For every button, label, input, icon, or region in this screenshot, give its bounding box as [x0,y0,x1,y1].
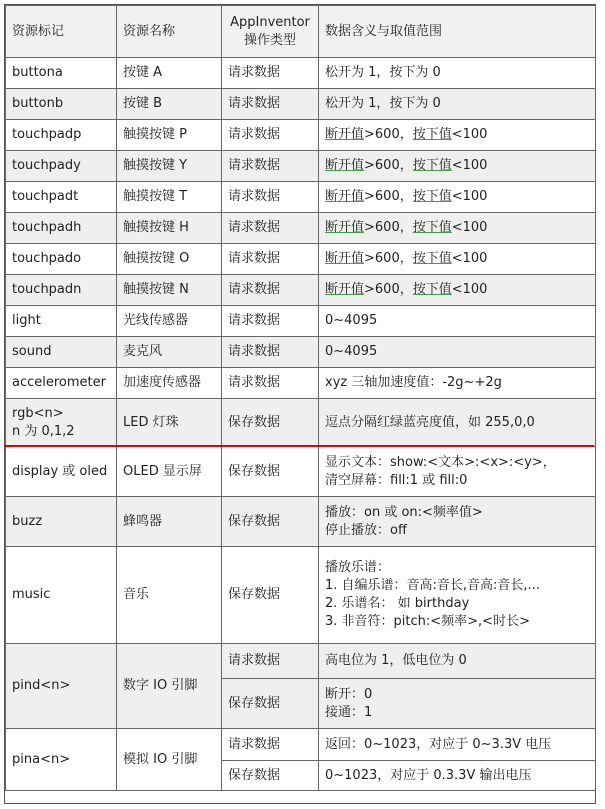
cell-meaning: 高电位为 1，低电位为 0 [319,644,596,679]
meaning-part: 按下值 [412,220,452,235]
cell-meaning: 逗点分隔红绿蓝亮度值，如 255,0,0 [319,399,596,447]
cell-meaning: 播放：on 或 on:<频率值> 停止播放：off [319,497,596,547]
table-row-touchpadn [6,275,596,306]
meaning-part: <100 [451,282,488,297]
table-row-touchpady [6,151,596,182]
meaning-part: >600， [364,127,413,142]
meaning-part: <100 [451,251,488,266]
meaning-part: 按下值 [412,251,452,266]
cell-op: 请求数据 [222,275,319,306]
table-row-buttona [6,58,596,89]
cell-meaning: 0~4095 [319,306,596,337]
header-meaning-range: 数据含义与取值范围 [319,6,596,58]
meaning-part: 断开值 [325,127,365,142]
cell-mark: touchpady [6,151,117,182]
table-row-pind [6,644,596,679]
table-row-sound [6,337,596,368]
cell-mark: buttonb [6,89,117,120]
meaning-part: 断开值 [325,189,365,204]
cell-meaning [319,244,596,275]
cell-meaning [319,151,596,182]
resource-table [5,5,596,791]
cell-name: 麦克风 [117,337,222,368]
cell-op: 请求数据 [222,58,319,89]
cell-mark: display 或 oled [6,447,117,497]
cell-name: 按键 B [117,89,222,120]
table-row-accelerometer [6,368,596,399]
cell-name: 按键 A [117,58,222,89]
cell-mark: touchpado [6,244,117,275]
cell-op: 请求数据 [222,120,319,151]
meaning-part: 断开值 [325,282,365,297]
cell-mark: touchpadp [6,120,117,151]
meaning-part: <100 [451,220,488,235]
table-row-touchpado [6,244,596,275]
cell-mark: touchpadh [6,213,117,244]
meaning-part: 断开值 [325,251,365,266]
cell-name: 触摸按键 P [117,120,222,151]
cell-name: 数字 IO 引脚 [117,644,222,729]
cell-meaning: 返回：0~1023，对应于 0~3.3V 电压 [319,729,596,761]
cell-op: 保存数据 [222,497,319,547]
cell-meaning: 断开：0 接通：1 [319,679,596,729]
cell-name: 触摸按键 O [117,244,222,275]
cell-name: 模拟 IO 引脚 [117,729,222,791]
cell-name: 触摸按键 H [117,213,222,244]
meaning-part: >600， [364,251,413,266]
cell-name: LED 灯珠 [117,399,222,447]
cell-mark: buttona [6,58,117,89]
cell-op: 保存数据 [222,547,319,644]
header-resource-mark: 资源标记 [6,6,117,58]
cell-name: 音乐 [117,547,222,644]
cell-op: 保存数据 [222,399,319,447]
cell-mark: light [6,306,117,337]
table-row-buttonb [6,89,596,120]
cell-name: OLED 显示屏 [117,447,222,497]
meaning-part: 按下值 [412,158,452,173]
meaning-part: 断开值 [325,220,365,235]
table-row-light [6,306,596,337]
red-divider-line [4,445,594,447]
meaning-part: 按下值 [412,282,452,297]
cell-meaning: xyz 三轴加速度值：-2g~+2g [319,368,596,399]
cell-meaning: 松开为 1，按下为 0 [319,89,596,120]
table-row-rgb [6,399,596,447]
meaning-part: <100 [451,158,488,173]
cell-meaning [319,213,596,244]
cell-mark: pind<n> [6,644,117,729]
cell-name: 触摸按键 T [117,182,222,213]
cell-mark: touchpadn [6,275,117,306]
meaning-part: <100 [451,189,488,204]
cell-mark: accelerometer [6,368,117,399]
cell-op: 请求数据 [222,337,319,368]
cell-op: 请求数据 [222,151,319,182]
cell-meaning: 播放乐谱： 1. 自编乐谱：音高:音长,音高:音长,... 2. 乐谱名： 如 birthday 3. 非音符：pitch:<频率>,<时长> [319,547,596,644]
table-row-music [6,547,596,644]
cell-mark: sound [6,337,117,368]
cell-meaning: 0~4095 [319,337,596,368]
cell-op: 保存数据 [222,761,319,791]
cell-name: 触摸按键 Y [117,151,222,182]
header-resource-name: 资源名称 [117,6,222,58]
meaning-part: 按下值 [412,189,452,204]
cell-op: 保存数据 [222,447,319,497]
meaning-part: >600， [364,282,413,297]
meaning-part: 按下值 [412,127,452,142]
cell-meaning: 松开为 1，按下为 0 [319,58,596,89]
cell-name: 蜂鸣器 [117,497,222,547]
table-row-touchpadt [6,182,596,213]
table-row-touchpadp [6,120,596,151]
cell-op: 请求数据 [222,182,319,213]
cell-op: 保存数据 [222,679,319,729]
meaning-part: >600， [364,158,413,173]
meaning-part: >600， [364,220,413,235]
table-row-display [6,447,596,497]
cell-name: 光线传感器 [117,306,222,337]
meaning-part: >600， [364,189,413,204]
cell-op: 请求数据 [222,244,319,275]
cell-meaning [319,182,596,213]
header-row [6,6,596,58]
cell-meaning [319,120,596,151]
table-row-buzz [6,497,596,547]
cell-op: 请求数据 [222,644,319,679]
cell-mark: touchpadt [6,182,117,213]
cell-mark: buzz [6,497,117,547]
cell-op: 请求数据 [222,729,319,761]
cell-op: 请求数据 [222,213,319,244]
cell-meaning: 显示文本：show:<文本>:<x>:<y>， 清空屏幕：fill:1 或 fill:0 [319,447,596,497]
cell-name: 加速度传感器 [117,368,222,399]
header-operation-type: AppInventor 操作类型 [222,6,319,58]
cell-meaning: 0~1023，对应于 0.3.3V 输出电压 [319,761,596,791]
cell-mark: music [6,547,117,644]
cell-meaning [319,275,596,306]
cell-mark: pina<n> [6,729,117,791]
cell-mark: rgb<n> n 为 0,1,2 [6,399,117,447]
meaning-part: <100 [451,127,488,142]
cell-op: 请求数据 [222,306,319,337]
cell-op: 请求数据 [222,89,319,120]
meaning-part: 断开值 [325,158,365,173]
cell-op: 请求数据 [222,368,319,399]
table-row-touchpadh [6,213,596,244]
cell-name: 触摸按键 N [117,275,222,306]
resource-table-sheet [4,4,596,804]
table-row-pina [6,729,596,761]
